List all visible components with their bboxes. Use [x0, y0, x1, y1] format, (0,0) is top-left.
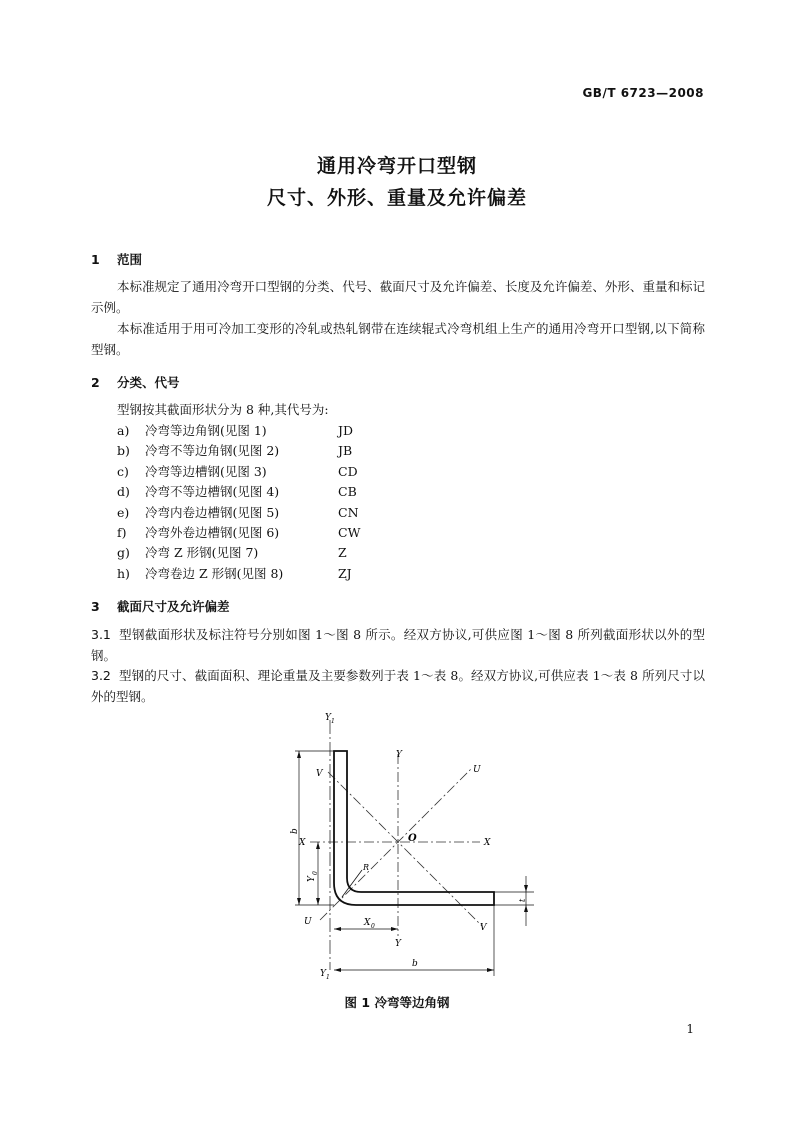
section-1-paragraph-2: 本标准适用于用可冷加工变形的冷轧或热轧钢带在连续辊式冷弯机组上生产的通用冷弯开口型钢,以下简称型钢。	[91, 321, 705, 357]
document-title-line1: 通用冷弯开口型钢	[316, 155, 477, 177]
figure-1-caption: 图 1 冷弯等边角钢	[344, 995, 450, 1010]
list-item-desc: 冷弯卷边 Z 形钢(见图 8)	[145, 565, 284, 581]
label-v-left: V	[316, 769, 323, 779]
label-y1-top-sub: 1	[331, 718, 335, 725]
list-item-code: ZJ	[338, 565, 352, 581]
clause-3-2-text: 型钢的尺寸、截面面积、理论重量及主要参数列于表 1～表 8。经双方协议,可供应表 1～表 8 所列尺寸以外的型钢。	[91, 668, 705, 704]
arrow-head	[297, 898, 301, 905]
list-item-mark: e)	[117, 504, 130, 520]
list-item-mark: c)	[117, 463, 129, 479]
label-y-bottom: Y	[395, 939, 401, 949]
v-axis-line	[328, 772, 482, 926]
clause-3-1-text: 型钢截面形状及标注符号分别如图 1～图 8 所示。经双方协议,可供应图 1～图 8 所列截面形状以外的型钢。	[91, 627, 705, 663]
figure-1-equal-angle-diagram	[290, 708, 550, 984]
label-y1-top: Y	[325, 713, 331, 723]
list-item-desc: 冷弯等边角钢(见图 1)	[145, 423, 267, 438]
list-item-desc: 冷弯内卷边槽钢(见图 5)	[145, 504, 280, 520]
list-item-mark: a)	[117, 423, 130, 438]
list-item-code: CB	[338, 484, 357, 500]
label-x-right: X	[484, 838, 491, 848]
u-axis-line	[320, 768, 472, 920]
section-3-title: 截面尺寸及允许偏差	[117, 599, 230, 614]
section-3-number: 3	[91, 599, 100, 614]
page-number: 1	[686, 1022, 694, 1036]
section-1-title: 范围	[117, 252, 143, 267]
label-y-top: Y	[396, 750, 402, 760]
radius-leader-line	[342, 870, 362, 897]
list-item-code: CD	[338, 463, 358, 479]
list-item-mark: h)	[117, 565, 130, 581]
section-1-paragraph-1: 本标准规定了通用冷弯开口型钢的分类、代号、截面尺寸及允许偏差、长度及允许偏差、外形、重量和标记示例。	[91, 279, 705, 315]
arrow-head	[524, 905, 528, 912]
angle-section-drawing	[290, 708, 550, 984]
list-item-desc: 冷弯等边槽钢(见图 3)	[145, 463, 267, 479]
label-y0-sub: 0	[312, 871, 319, 875]
label-x0: X	[364, 918, 371, 928]
clause-3-2	[91, 665, 705, 707]
arrow-head	[524, 885, 528, 892]
section-2-heading	[91, 373, 180, 391]
list-item-desc: 冷弯不等边角钢(见图 2)	[145, 443, 280, 459]
clause-3-1-number: 3.1	[91, 627, 111, 642]
label-x-left: X	[299, 838, 306, 848]
arrow-head	[391, 927, 398, 931]
list-item-code: JB	[338, 443, 353, 459]
list-item-mark: b)	[117, 443, 130, 459]
list-item-mark: g)	[117, 545, 130, 561]
document-title-line2: 尺寸、外形、重量及允许偏差	[266, 187, 527, 209]
section-2-intro: 型钢按其截面形状分为 8 种,其代号为:	[117, 402, 329, 417]
list-item-desc: 冷弯 Z 形钢(见图 7)	[145, 545, 259, 561]
label-v-right: V	[480, 923, 487, 933]
arrow-head	[316, 842, 320, 849]
angle-section-outline	[334, 751, 494, 905]
list-item-code: JD	[338, 423, 354, 438]
label-u-left: U	[304, 917, 312, 927]
arrow-head	[316, 898, 320, 905]
arrow-head	[334, 968, 341, 972]
clause-3-2-number: 3.2	[91, 668, 111, 683]
label-u-right: U	[473, 765, 481, 775]
arrow-head	[297, 751, 301, 758]
label-dim-b-horizontal: b	[412, 959, 418, 969]
list-item-desc: 冷弯不等边槽钢(见图 4)	[145, 484, 280, 500]
label-origin: O	[408, 833, 417, 844]
standard-number: GB/T 6723—2008	[582, 86, 704, 100]
section-3-heading	[91, 597, 230, 615]
clause-3-1	[91, 624, 705, 666]
label-y1-bottom-sub: 1	[326, 974, 330, 981]
label-dim-t: t	[518, 898, 527, 902]
label-dim-b-vertical: b	[290, 828, 300, 834]
section-1-heading	[91, 250, 142, 268]
section-2-title: 分类、代号	[117, 375, 180, 390]
label-radius: R	[363, 863, 370, 872]
label-x0-sub: 0	[371, 923, 375, 930]
section-2-number: 2	[91, 375, 100, 390]
list-item-code: CN	[338, 504, 359, 520]
section-1-number: 1	[91, 252, 100, 267]
arrow-head	[487, 968, 494, 972]
list-item-mark: f)	[117, 524, 127, 540]
arrow-head	[334, 927, 341, 931]
list-item-code: Z	[338, 545, 347, 561]
list-item-code: CW	[338, 524, 361, 540]
label-y1-bottom: Y	[320, 969, 326, 979]
list-item-desc: 冷弯外卷边槽钢(见图 6)	[145, 524, 280, 540]
label-y0: Y	[307, 876, 317, 882]
list-item-mark: d)	[117, 484, 130, 500]
